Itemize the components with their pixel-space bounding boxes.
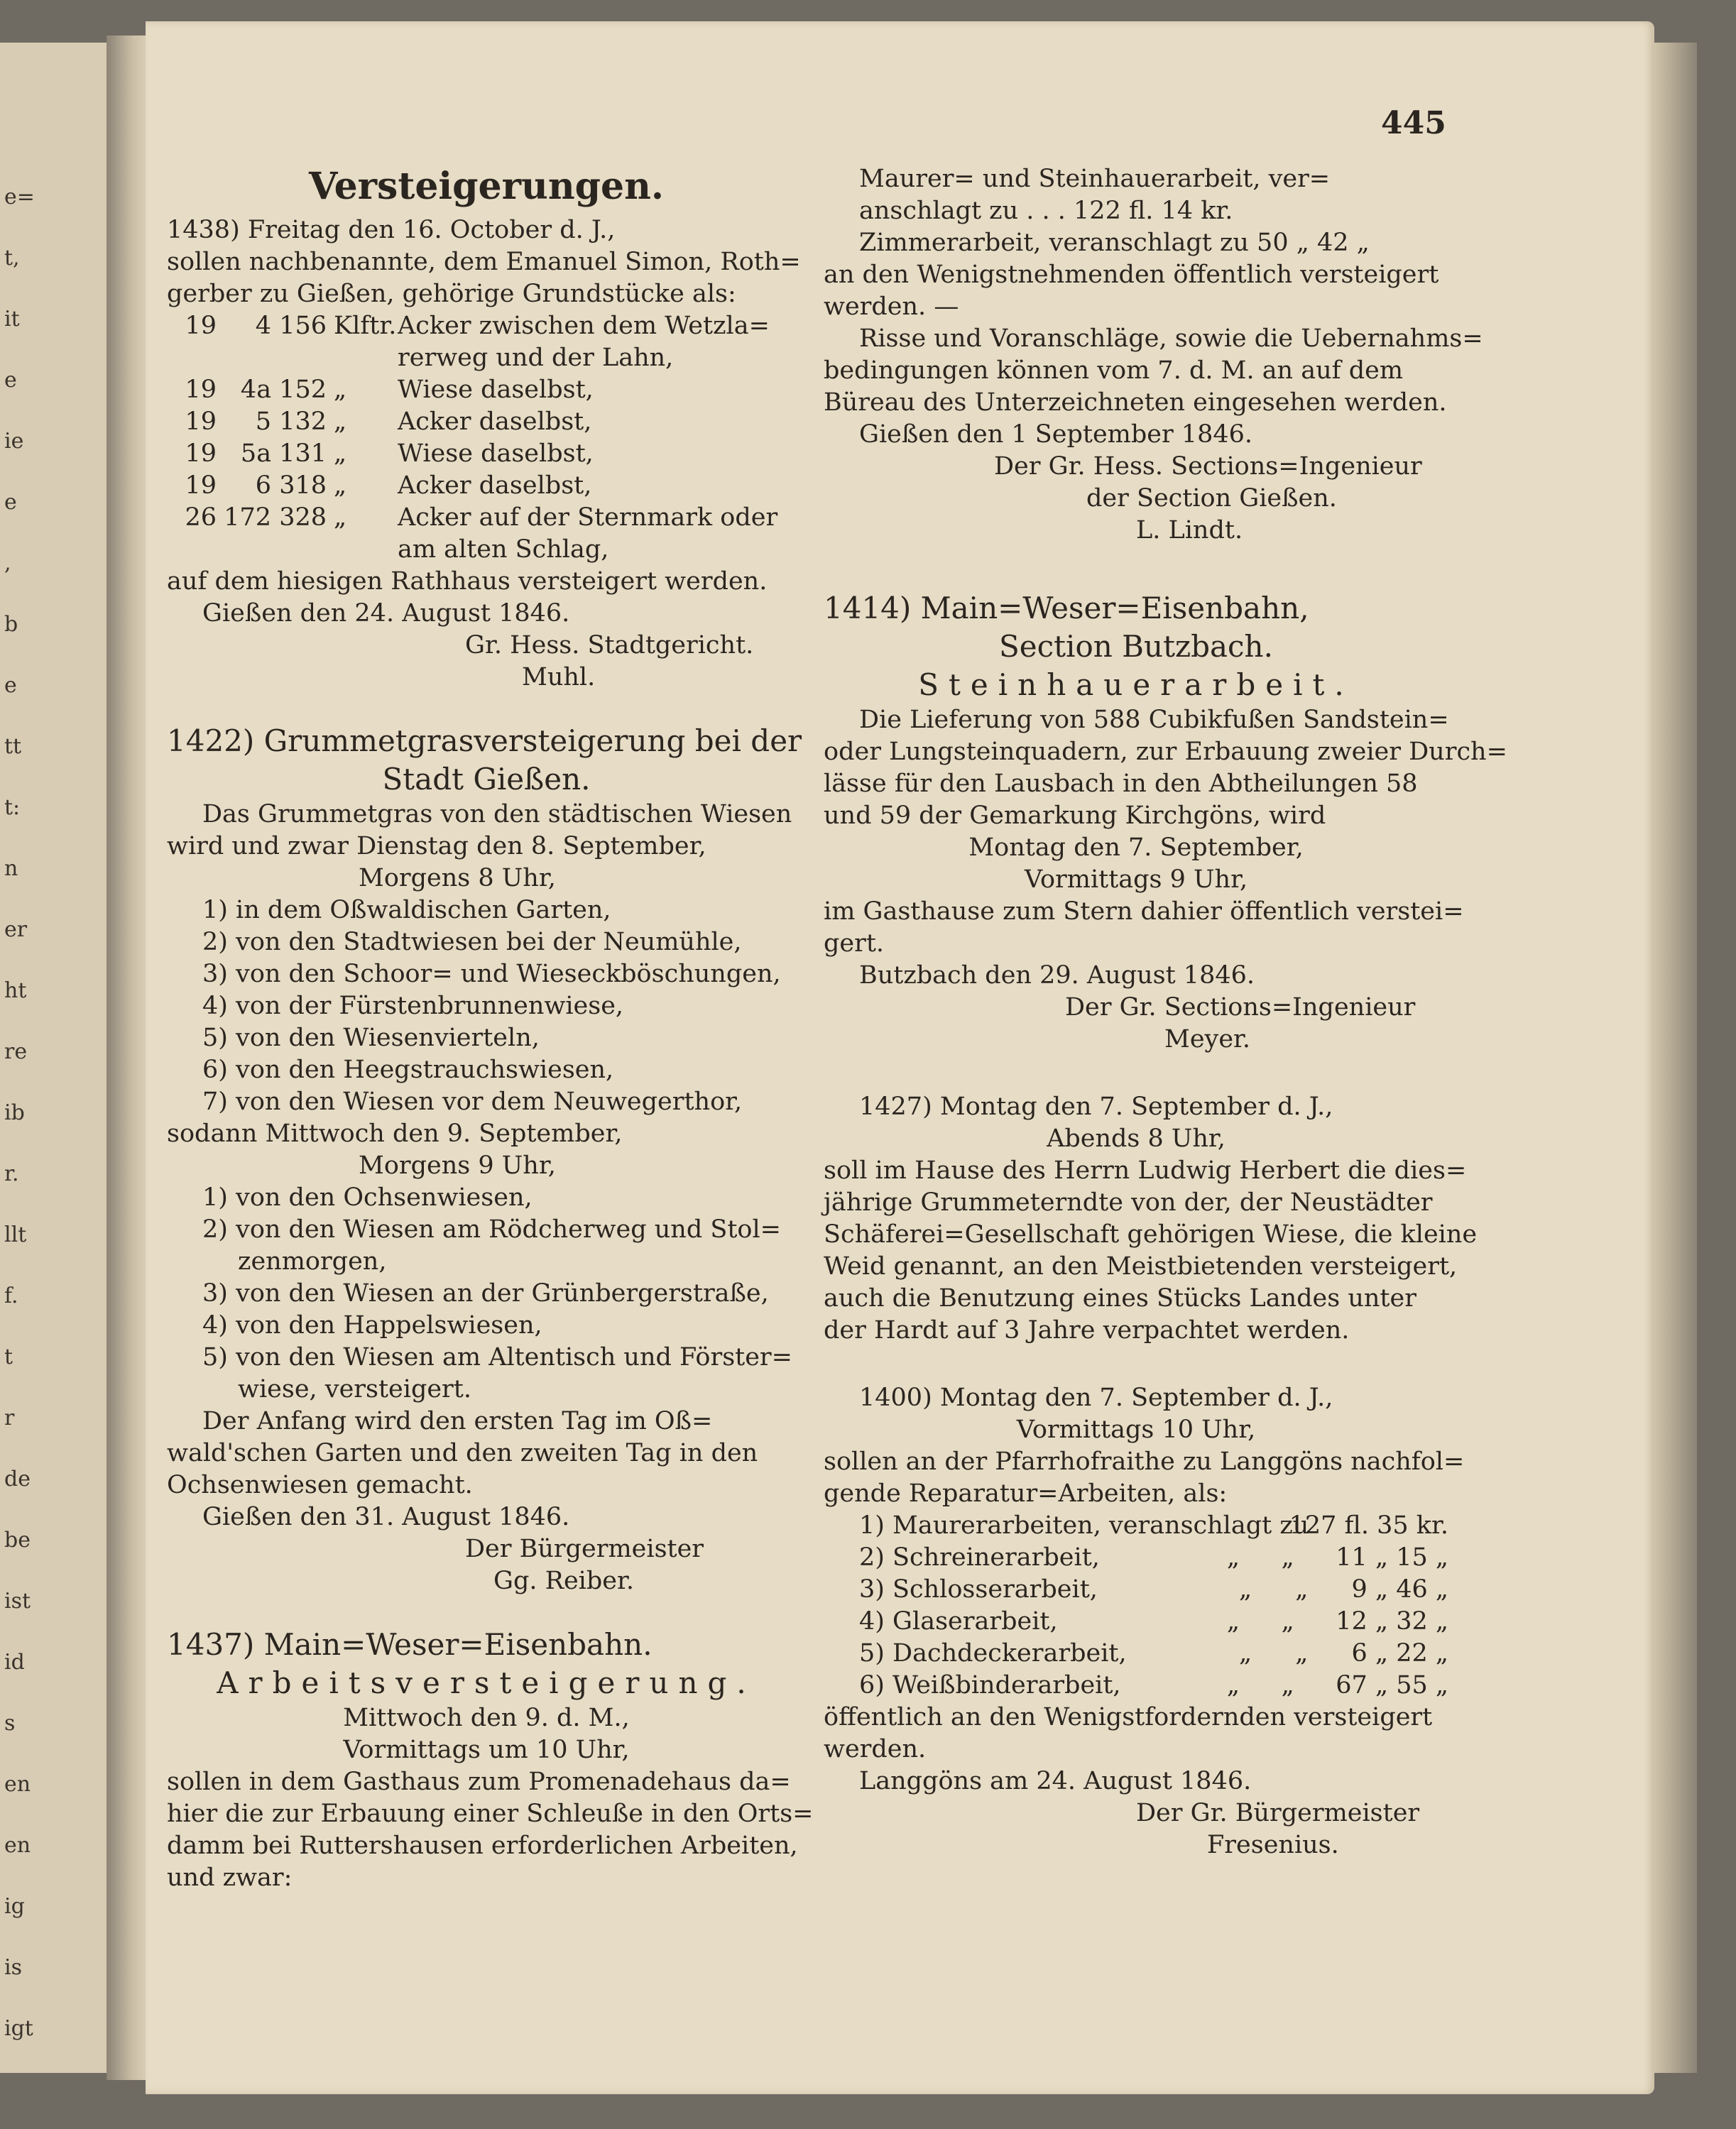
notice-line: Risse und Voranschläge, sowie die Uebernahms= bbox=[859, 324, 1483, 353]
notice-1400 bbox=[824, 1382, 1465, 1861]
lot-cell-d: Wiese daselbst, bbox=[398, 439, 594, 468]
cost-cell-c3: „ bbox=[1295, 1575, 1309, 1604]
cost-cell-c4: 67 „ 55 „ bbox=[1336, 1671, 1448, 1700]
list-item: 6) von den Heegstrauchswiesen, bbox=[202, 1056, 614, 1084]
notice-line: Zimmerarbeit, veranschlagt zu 50 „ 42 „ bbox=[859, 229, 1370, 257]
cost-cell-c2: „ bbox=[1239, 1575, 1252, 1604]
previous-page-fragment: e bbox=[4, 368, 17, 393]
previous-page-fragment: er bbox=[4, 917, 28, 942]
lot-cell-d: Wiese daselbst, bbox=[398, 376, 594, 404]
notice-subtitle: Steinhauerarbeit. bbox=[918, 667, 1354, 702]
cost-cell-c4: 127 fl. 35 kr. bbox=[1289, 1511, 1448, 1540]
notice-date: Gießen den 31. August 1846. bbox=[202, 1503, 570, 1531]
lot-cell-c: „ bbox=[334, 376, 347, 404]
previous-page-fragment: ist bbox=[4, 1589, 31, 1614]
notice-line: Die Lieferung von 588 Cubikfußen Sandstein= bbox=[859, 706, 1449, 734]
signature-name: L. Lindt. bbox=[1136, 516, 1243, 544]
notice-line: gert. bbox=[824, 929, 885, 958]
previous-page-fragment: ht bbox=[4, 978, 27, 1003]
cost-row bbox=[859, 1574, 1448, 1606]
lot-cell-c bbox=[327, 534, 398, 566]
cost-cell-c2: „ bbox=[1226, 1671, 1240, 1700]
notice-time: Morgens 8 Uhr, bbox=[359, 864, 556, 892]
previous-page-fragment: s bbox=[4, 1711, 16, 1736]
notice-time: Montag den 7. September, bbox=[968, 833, 1304, 862]
cost-cell-c4: 11 „ 15 „ bbox=[1336, 1543, 1448, 1572]
cost-row bbox=[859, 1542, 1448, 1574]
cost-cell-c2: „ bbox=[1226, 1543, 1240, 1572]
list-item: 1) von den Ochsenwiesen, bbox=[202, 1183, 533, 1212]
notice-line: wird und zwar Dienstag den 8. September, bbox=[167, 832, 706, 860]
left-column bbox=[167, 163, 814, 1894]
notice-line: hier die zur Erbauung einer Schleuße in den Orts= bbox=[167, 1800, 814, 1828]
notice-line: gerber zu Gießen, gehörige Grundstücke als: bbox=[167, 280, 736, 308]
signature-name: Gg. Reiber. bbox=[493, 1567, 635, 1595]
lot-cell-b: 4a 152 bbox=[240, 376, 327, 404]
lot-row bbox=[167, 310, 806, 342]
lot-cell-a: 19 bbox=[185, 312, 217, 340]
list-item: 5) von den Wiesenvierteln, bbox=[202, 1024, 540, 1052]
lot-cell-b: 4 156 bbox=[255, 312, 327, 340]
cost-cell-c3: „ bbox=[1281, 1607, 1294, 1636]
notice-line: der Hardt auf 3 Jahre verpachtet werden. bbox=[824, 1316, 1350, 1345]
previous-page-fragment: it bbox=[4, 307, 20, 332]
previous-page-fragment: e= bbox=[4, 185, 35, 209]
notice-line: anschlagt zu . . . 122 fl. 14 kr. bbox=[859, 197, 1233, 225]
previous-page-fragment: is bbox=[4, 1955, 22, 1980]
lot-row bbox=[167, 438, 806, 470]
lot-cell-b: 5a 131 bbox=[240, 439, 327, 468]
lot-cell-d: rerweg und der Lahn, bbox=[398, 344, 674, 372]
notice-line: auf dem hiesigen Rathhaus versteigert werden. bbox=[167, 567, 768, 596]
lot-cell-b: 6 318 bbox=[255, 471, 327, 500]
notice-line: Schäferei=Gesellschaft gehörigen Wiese, die kleine bbox=[824, 1220, 1478, 1249]
notice-time: Mittwoch den 9. d. M., bbox=[343, 1704, 630, 1732]
signature: Der Gr. Hess. Sections=Ingenieur bbox=[994, 452, 1422, 481]
cost-row bbox=[859, 1638, 1448, 1670]
cost-cell-c2: „ bbox=[1239, 1639, 1252, 1668]
cost-cell-c1: 1) Maurerarbeiten, veranschlagt zu bbox=[859, 1511, 1309, 1540]
notice-line: lässe für den Lausbach in den Abtheilungen 58 bbox=[824, 770, 1418, 798]
lot-row bbox=[167, 534, 806, 566]
list-item: 2) von den Stadtwiesen bei der Neumühle, bbox=[202, 928, 742, 956]
notice-line: an den Wenigstnehmenden öffentlich versteigert bbox=[824, 261, 1439, 289]
previous-page-fragment: id bbox=[4, 1650, 25, 1675]
cost-row bbox=[859, 1606, 1448, 1638]
cost-cell-c2: „ bbox=[1226, 1607, 1240, 1636]
lot-cell-d: Acker zwischen dem Wetzla= bbox=[398, 312, 770, 340]
notice-date: Gießen den 24. August 1846. bbox=[202, 599, 570, 628]
signature-name: Muhl. bbox=[522, 663, 596, 691]
notice-line: soll im Hause des Herrn Ludwig Herbert die dies= bbox=[824, 1156, 1467, 1185]
lot-cell-c bbox=[327, 342, 398, 374]
lot-cell-a: 19 bbox=[185, 376, 217, 404]
previous-page-fragment: en bbox=[4, 1833, 31, 1858]
signature: Der Gr. Bürgermeister bbox=[1136, 1799, 1420, 1827]
book-gutter bbox=[107, 35, 149, 2080]
notice-line: auch die Benutzung eines Stücks Landes unter bbox=[824, 1284, 1416, 1313]
cost-cell-c3 bbox=[1266, 1510, 1289, 1542]
lot-row bbox=[167, 374, 806, 406]
lot-cell-d: Acker daselbst, bbox=[398, 471, 592, 500]
lot-list bbox=[167, 310, 806, 566]
notice-title: 1414) Main=Weser=Eisenbahn, bbox=[824, 591, 1309, 625]
notice-1438 bbox=[167, 214, 806, 694]
notice-time: Morgens 9 Uhr, bbox=[359, 1151, 556, 1180]
notice-line: werden. — bbox=[824, 292, 959, 321]
notice-line: Ochsenwiesen gemacht. bbox=[167, 1471, 473, 1499]
previous-page-fragment: t: bbox=[4, 795, 21, 820]
notice-line: werden. bbox=[824, 1735, 927, 1763]
list-item: wiese, versteigert. bbox=[238, 1375, 471, 1403]
notice-title: Stadt Gießen. bbox=[382, 762, 591, 797]
notice-1414 bbox=[824, 589, 1507, 1056]
lot-cell-c: „ bbox=[334, 471, 347, 500]
lot-cell-c: „ bbox=[334, 407, 347, 436]
lot-cell-a bbox=[167, 342, 217, 374]
signature: Gr. Hess. Stadtgericht. bbox=[465, 631, 754, 660]
cost-cell-c3: „ bbox=[1281, 1543, 1294, 1572]
previous-page-fragment: re bbox=[4, 1039, 28, 1064]
lot-cell-c: „ bbox=[334, 503, 347, 532]
lot-cell-b: 172 328 bbox=[224, 503, 327, 532]
previous-page-fragment: en bbox=[4, 1772, 31, 1797]
previous-page-fragment: r. bbox=[4, 1161, 19, 1186]
lot-cell-c: Klftr. bbox=[334, 312, 397, 340]
list-item: 7) von den Wiesen vor dem Neuwegerthor, bbox=[202, 1088, 743, 1116]
previous-page-fragment: e bbox=[4, 490, 17, 515]
notice-line: Weid genannt, an den Meistbietenden versteigert, bbox=[824, 1252, 1458, 1281]
lot-cell-a: 19 bbox=[185, 407, 217, 436]
lot-cell-d: Acker daselbst, bbox=[398, 407, 592, 436]
list-item: 5) von den Wiesen am Altentisch und Förster= bbox=[202, 1343, 792, 1372]
previous-page-fragment: de bbox=[4, 1467, 31, 1492]
notice-date: Butzbach den 29. August 1846. bbox=[859, 961, 1255, 990]
notice-line: Der Anfang wird den ersten Tag im Oß= bbox=[202, 1407, 713, 1435]
previous-page-fragment: ie bbox=[4, 429, 24, 454]
cost-list bbox=[824, 1510, 1448, 1702]
previous-page-fragment: ib bbox=[4, 1100, 25, 1125]
notice-1422 bbox=[167, 722, 806, 1597]
notice-subtitle: Arbeitsversteigerung. bbox=[217, 1665, 756, 1700]
notice-line: Maurer= und Steinhauerarbeit, ver= bbox=[859, 165, 1331, 193]
notice-time: Vormittags 9 Uhr, bbox=[1024, 865, 1248, 894]
cost-cell-c3: „ bbox=[1295, 1639, 1309, 1668]
previous-page-fragment: tt bbox=[4, 734, 22, 759]
cost-row bbox=[859, 1510, 1448, 1542]
lot-cell-b bbox=[217, 342, 327, 374]
previous-page-fragment: llt bbox=[4, 1222, 27, 1247]
lot-row bbox=[167, 406, 806, 438]
cost-cell-c1: 2) Schreinerarbeit, bbox=[859, 1543, 1100, 1572]
notice-line: wald'schen Garten und den zweiten Tag in den bbox=[167, 1439, 758, 1467]
notice-line: oder Lungsteinquadern, zur Erbauung zweier Durch= bbox=[824, 738, 1507, 766]
previous-page-fragment: e bbox=[4, 673, 17, 698]
page-stack-edge bbox=[1654, 43, 1697, 2073]
cost-cell-c4: 12 „ 32 „ bbox=[1336, 1607, 1448, 1636]
notice-line: jährige Grummeterndte von der, der Neustädter bbox=[824, 1188, 1433, 1217]
lot-row bbox=[167, 470, 806, 502]
notice-title: 1422) Grummetgrasversteigerung bei der bbox=[167, 723, 802, 758]
notice-line: öffentlich an den Wenigstfordernden versteigert bbox=[824, 1703, 1433, 1731]
previous-page-fragment: t bbox=[4, 1345, 13, 1369]
cost-cell-c3: „ bbox=[1281, 1671, 1294, 1700]
notice-line: im Gasthause zum Stern dahier öffentlich verstei= bbox=[824, 897, 1464, 926]
notice-line: bedingungen können vom 7. d. M. an auf dem bbox=[824, 356, 1404, 385]
cost-cell-c4: 6 „ 22 „ bbox=[1351, 1639, 1448, 1668]
notice-1427 bbox=[824, 1091, 1478, 1347]
list-item: 3) von den Schoor= und Wieseckböschungen, bbox=[202, 960, 781, 988]
signature-name: Meyer. bbox=[1164, 1025, 1251, 1053]
previous-page-fragment: igt bbox=[4, 2016, 33, 2041]
cost-cell-c1: 4) Glaserarbeit, bbox=[859, 1607, 1058, 1636]
notice-line: damm bei Ruttershausen erforderlichen Arbeiten, bbox=[167, 1832, 798, 1860]
section-title: Versteigerungen. bbox=[309, 165, 664, 208]
previous-page-edge bbox=[0, 43, 108, 2073]
signature: der Section Gießen. bbox=[1086, 484, 1337, 513]
cost-cell-c1: 3) Schlosserarbeit, bbox=[859, 1575, 1098, 1604]
list-item: zenmorgen, bbox=[238, 1247, 387, 1276]
lot-row bbox=[167, 502, 806, 534]
list-item: 3) von den Wiesen an der Grünbergerstraße, bbox=[202, 1279, 769, 1308]
list-item: 4) von der Fürstenbrunnenwiese, bbox=[202, 992, 624, 1020]
lot-cell-a: 19 bbox=[185, 471, 217, 500]
previous-page-fragment: t, bbox=[4, 246, 20, 270]
notice-date: Gießen den 1 September 1846. bbox=[859, 420, 1253, 449]
cost-row bbox=[859, 1670, 1448, 1702]
notice-line: und 59 der Gemarkung Kirchgöns, wird bbox=[824, 801, 1326, 830]
previous-page-fragment: , bbox=[4, 551, 11, 576]
previous-page-fragment: r bbox=[4, 1406, 15, 1430]
lot-cell-a bbox=[167, 534, 217, 566]
notice-line: Das Grummetgras von den städtischen Wiesen bbox=[202, 800, 792, 828]
notice-line: gende Reparatur=Arbeiten, als: bbox=[824, 1479, 1228, 1508]
lot-cell-d: Acker auf der Sternmark oder bbox=[398, 503, 778, 532]
notice-line: 1438) Freitag den 16. October d. J., bbox=[167, 216, 616, 244]
notice-date: Langgöns am 24. August 1846. bbox=[859, 1767, 1252, 1795]
notice-line: und zwar: bbox=[167, 1863, 293, 1892]
lot-cell-a: 26 bbox=[185, 503, 217, 532]
page-number: 445 bbox=[1381, 105, 1446, 141]
notice-title: 1427) Montag den 7. September d. J., bbox=[859, 1093, 1333, 1121]
signature: Der Bürgermeister bbox=[465, 1535, 704, 1563]
notice-time: Vormittags um 10 Uhr, bbox=[343, 1736, 630, 1764]
notice-line: Büreau des Unterzeichneten eingesehen werden. bbox=[824, 388, 1447, 417]
lot-cell-d: am alten Schlag, bbox=[398, 535, 609, 564]
notice-time: Abends 8 Uhr, bbox=[1047, 1124, 1225, 1153]
notice-title: 1437) Main=Weser=Eisenbahn. bbox=[167, 1627, 653, 1662]
lot-cell-b bbox=[217, 534, 327, 566]
notice-time: Vormittags 10 Uhr, bbox=[1016, 1416, 1256, 1444]
cost-cell-c1: 5) Dachdeckerarbeit, bbox=[859, 1639, 1127, 1668]
lot-cell-b: 5 132 bbox=[255, 407, 327, 436]
previous-page-fragment: ig bbox=[4, 1894, 25, 1919]
cost-cell-c2 bbox=[1243, 1510, 1266, 1542]
notice-1437-continued bbox=[824, 163, 1483, 547]
previous-page-fragment: b bbox=[4, 612, 18, 637]
previous-page-fragment: n bbox=[4, 856, 18, 881]
notice-line: sollen nachbenannte, dem Emanuel Simon, Roth= bbox=[167, 248, 801, 276]
previous-page-fragment: be bbox=[4, 1528, 31, 1553]
cost-cell-c1: 6) Weißbinderarbeit, bbox=[859, 1671, 1121, 1700]
previous-page-fragment: f. bbox=[4, 1284, 18, 1308]
lot-cell-c: „ bbox=[334, 439, 347, 468]
notice-line: sodann Mittwoch den 9. September, bbox=[167, 1120, 623, 1148]
signature-name: Fresenius. bbox=[1207, 1831, 1339, 1859]
notice-title: Section Butzbach. bbox=[999, 629, 1273, 664]
list-item: 2) von den Wiesen am Rödcherweg und Stol= bbox=[202, 1215, 781, 1244]
notice-line: sollen an der Pfarrhofraithe zu Langgöns nachfol= bbox=[824, 1447, 1465, 1476]
lot-row bbox=[167, 342, 806, 374]
list-item: 1) in dem Oßwaldischen Garten, bbox=[202, 896, 611, 924]
list-item: 4) von den Happelswiesen, bbox=[202, 1311, 542, 1340]
lot-cell-a: 19 bbox=[185, 439, 217, 468]
cost-cell-c4: 9 „ 46 „ bbox=[1351, 1575, 1448, 1604]
notice-title: 1400) Montag den 7. September d. J., bbox=[859, 1384, 1333, 1412]
signature: Der Gr. Sections=Ingenieur bbox=[1065, 993, 1416, 1022]
notice-1437 bbox=[167, 1626, 814, 1894]
right-column bbox=[824, 163, 1507, 1861]
notice-line: sollen in dem Gasthaus zum Promenadehaus da= bbox=[167, 1768, 791, 1796]
